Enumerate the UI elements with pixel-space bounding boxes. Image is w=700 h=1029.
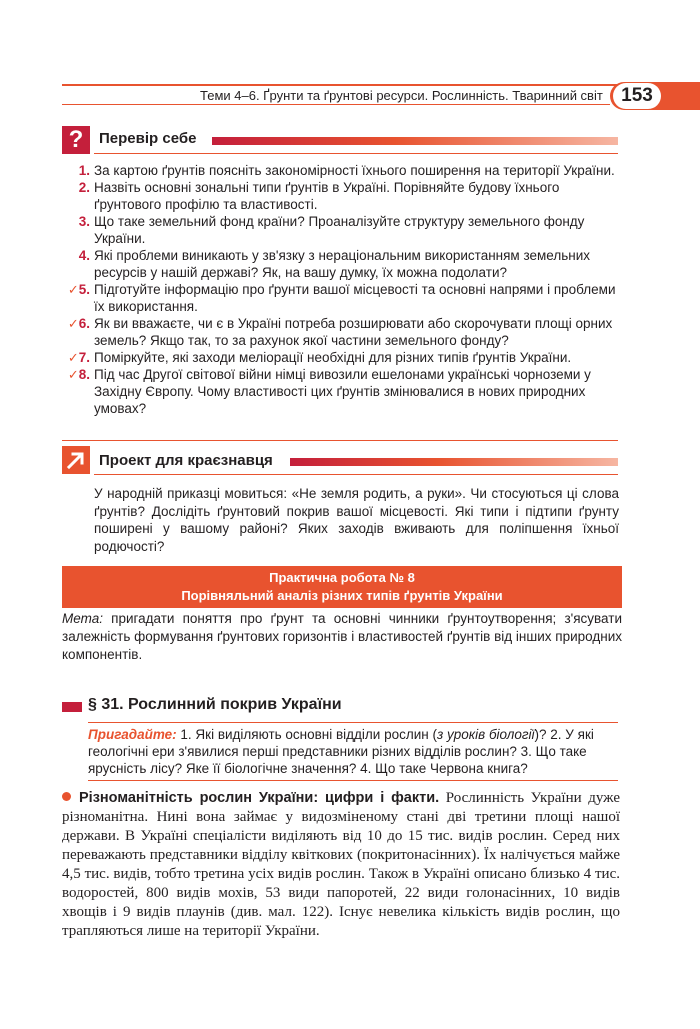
arrow-icon	[62, 446, 90, 474]
body-paragraph	[62, 789, 620, 941]
project-bar	[290, 458, 618, 466]
question-item	[62, 247, 622, 281]
question-text: За картою ґрунтів поясніть закономірності їхнього поширення на території України.	[94, 163, 615, 178]
question-text: Що таке земельний фонд країни? Проаналізуйте структуру земельного фонду України.	[94, 214, 585, 246]
recall-label: Пригадайте:	[88, 727, 177, 742]
check-mark-icon: ✓	[67, 316, 79, 331]
question-item	[62, 179, 622, 213]
recall-text-1: 1. Які виділяють основні відділи рослин (	[176, 727, 437, 742]
recall-text-italic: з уроків біології	[437, 727, 535, 742]
page-number: 153	[613, 83, 661, 109]
question-text: Які проблеми виникають у зв'язку з нераціональним використанням земельних ресурсів у нашій державі? Як, на вашу думку, їх можна подолати?	[94, 248, 591, 280]
practical-work-goal	[62, 610, 622, 664]
question-number: 2.	[78, 180, 90, 195]
recall-block	[88, 726, 618, 777]
practical-work-number: Практична робота № 8	[269, 570, 415, 585]
header-rule-bottom	[62, 104, 610, 105]
project-underline	[94, 474, 618, 475]
body-heading: Різноманітність рослин України: цифри і факти.	[79, 790, 440, 806]
arrow-icon-graphic	[66, 450, 86, 470]
project-text: У народній приказці мовиться: «Не земля родить, а руки». Чи стосуються ці слова ґрунтів? Дослідіть ґрунтовий покрив вашої місцевості. Які типи і підтипи ґрунту поширені у вашому районі? Яких заходів вживають для поліпшення їхньої родючості?	[94, 486, 619, 554]
questions-list	[62, 162, 622, 417]
question-item	[62, 281, 622, 315]
goal-text: пригадати поняття про ґрунт та основні чинники ґрунтоутворення; з'ясувати залежність формування ґрунтових горизонтів і властивостей ґрунтів від інших природних компонентів.	[62, 611, 622, 662]
practical-work-banner	[62, 566, 622, 608]
question-text: Під час Другої світової війни німці вивозили ешелонами українські чорноземи у Західну Європу. Чому властивості цих ґрунтів змінювалися в нових природних умовах?	[94, 367, 591, 416]
question-number: 3.	[78, 214, 90, 229]
paragraph-title: § 31. Рослинний покрив України	[88, 696, 342, 713]
question-item	[62, 213, 622, 247]
question-item	[62, 349, 622, 366]
body-text: Рослинність України дуже різноманітна. Нині вона займає у видозміненому стані дві третини площі нашої держави. В Україні спеціалісти виділяють від 10 до 15 тис. видів рослин. Серед них переважають представники відділу квіткових (покритонасінних). Їх налічується майже 4,5 тис. видів, тобто третина усіх видів рослин. Також в Україні описано близько 4 тис. водоростей, 800 видів мохів, 53 види папоротей, 22 види голонасінних, 10 видів хвощів і 9 видів плаунів (див. мал. 122). Існує невелика кількість видів рослин, що трапляються лише на території України.	[62, 790, 621, 939]
header-rule-top	[62, 84, 672, 86]
check-yourself-title: Перевір себе	[99, 130, 197, 147]
question-number: 7.	[78, 350, 90, 365]
question-icon: ?	[62, 126, 90, 154]
question-text: Назвіть основні зональні типи ґрунтів в Україні. Порівняйте будову їхнього ґрунтового профілю та властивості.	[94, 180, 560, 212]
question-number: 5.	[78, 282, 90, 297]
question-item	[62, 366, 622, 417]
recall-top-rule	[88, 722, 618, 723]
check-yourself-bar	[212, 137, 618, 145]
check-mark-icon: ✓	[67, 282, 79, 297]
recall-bottom-rule	[88, 780, 618, 781]
running-title: Теми 4–6. Ґрунти та ґрунтові ресурси. Рослинність. Тваринний світ	[200, 88, 603, 103]
question-text: Поміркуйте, які заходи меліорації необхідні для різних типів ґрунтів України.	[94, 350, 572, 365]
check-mark-icon: ✓	[67, 350, 79, 365]
question-number: 4.	[78, 248, 90, 263]
question-item	[62, 315, 622, 349]
question-text: Підготуйте інформацію про ґрунти вашої місцевості та основні напрями і проблеми їх використання.	[94, 282, 616, 314]
question-number: 1.	[78, 163, 90, 178]
question-number: 6.	[78, 316, 90, 331]
question-item	[62, 162, 622, 179]
goal-label: Мета:	[62, 611, 103, 626]
question-number: 8.	[78, 367, 90, 382]
project-title: Проект для краєзнавця	[99, 452, 273, 469]
project-top-rule	[62, 440, 618, 441]
paragraph-marker	[62, 702, 82, 712]
recall-text-2: )? 2. У які геологічні ери з'явилися перші представники різних відділів рослин? 3. Що таке ярусність лісу? Яке її біологічне значення? 4. Що таке Червона книга?	[88, 727, 594, 776]
bullet-icon	[62, 792, 71, 801]
question-text: Як ви вважаєте, чи є в Україні потреба розширювати або скорочувати площі орних земель? Якщо так, то за рахунок якої частини земельного фонду?	[94, 316, 613, 348]
check-yourself-underline	[94, 153, 618, 154]
practical-work-title: Порівняльний аналіз різних типів ґрунтів України	[181, 588, 503, 603]
check-mark-icon: ✓	[67, 367, 79, 382]
